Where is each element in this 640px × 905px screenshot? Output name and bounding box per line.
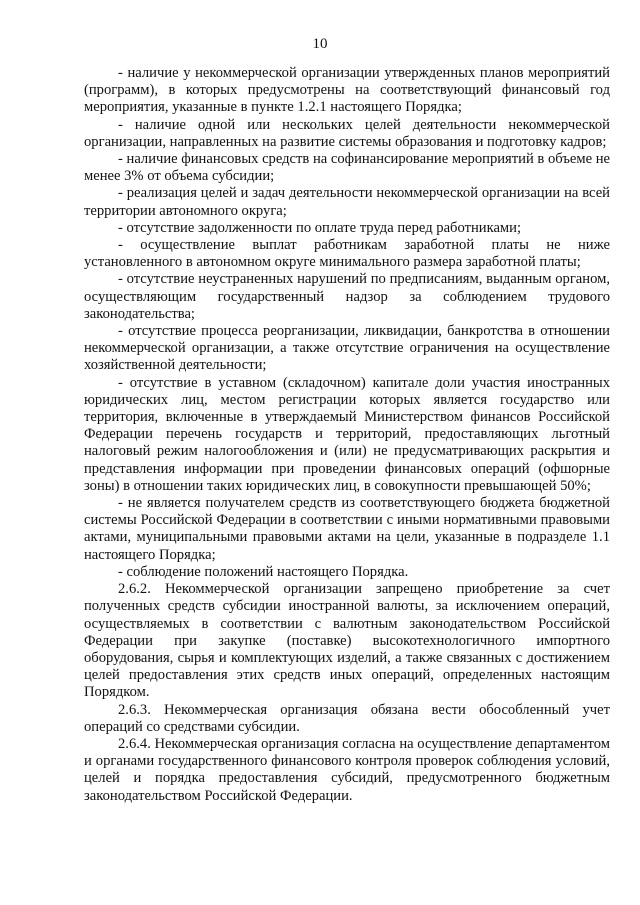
condition-item-compliance: - соблюдение положений настоящего Порядка. xyxy=(118,563,409,580)
document-body xyxy=(84,65,610,805)
clause-2-6-4: 2.6.4. Некоммерческая организация согласна на осуществление департаментом и органами государственного финансового контроля проверок соблюдения условий, целей и порядка предоставления субсидий, предусмотренного бюджетным законодательством Российской Федерации. xyxy=(84,735,610,804)
condition-item-offshore-share: - отсутствие в уставном (складочном) капитале доли участия иностранных юридических лиц, местом регистрации которых является государство или территория, включенные в утверждаемый Министерством финансов Российской Федерации перечень государств и территорий, предоставляющих льготный налоговый режим налогообложения и (или) не предусматривающих раскрытия и представления информации при проведении финансовых операций (офшорные зоны) в отношении таких юридических лиц, в совокупности превышающей 50%; xyxy=(84,374,610,494)
condition-item-education-goals: - наличие одной или нескольких целей деятельности некоммерческой организации, направленных на развитие системы образования и подготовку кадров; xyxy=(84,116,610,150)
condition-item-cofinancing: - наличие финансовых средств на софинансирование мероприятий в объеме не менее 3% от объема субсидии; xyxy=(84,151,610,185)
condition-item-no-reorganization: - отсутствие процесса реорганизации, ликвидации, банкротства в отношении некоммерческой организации, а также отсутствие ограничения на осуществление хозяйственной деятельности; xyxy=(84,323,610,374)
condition-item-not-recipient: - не является получателем средств из соответствующего бюджета бюджетной системы Российской Федерации в соответствии с иными нормативными правовыми актами, муниципальными правовыми актами на цели, указанные в подразделе 1.1 настоящего Порядка; xyxy=(84,495,610,563)
clause-2-6-3: 2.6.3. Некоммерческая организация обязана вести обособленный учет операций со средствами субсидии. xyxy=(84,701,610,735)
condition-item-no-wage-debt: - отсутствие задолженности по оплате труда перед работниками; xyxy=(118,219,522,236)
condition-item-nonprofit-plans: - наличие у некоммерческой организации утвержденных планов мероприятий (программ), в которых предусмотрены на соответствующий финансовый год мероприятия, указанные в пункте 1.2.1 настоящего Порядка; xyxy=(84,65,610,116)
condition-item-minimum-wage: - осуществление выплат работникам заработной платы не ниже установленного в автономном округе минимального размера заработной платы; xyxy=(84,237,610,271)
page-number: 10 xyxy=(312,36,328,52)
clause-2-6-2: 2.6.2. Некоммерческой организации запрещено приобретение за счет полученных средств субсидии иностранной валюты, за исключением операций, осуществляемых в соответствии с валютным законодательством Российской Федерации при закупке (поставке) высокотехнологичного импортного оборудования, сырья и комплектующих изделий, а также связанных с достижением целей предоставления этих средств иных операций, определенных настоящим Порядком. xyxy=(84,581,610,701)
condition-item-no-violations: - отсутствие неустраненных нарушений по предписаниям, выданным органом, осуществляющим государственный надзор за соблюдением трудового законодательства; xyxy=(84,271,610,322)
condition-item-territory: - реализация целей и задач деятельности некоммерческой организации на всей территории автономного округа; xyxy=(84,185,610,219)
